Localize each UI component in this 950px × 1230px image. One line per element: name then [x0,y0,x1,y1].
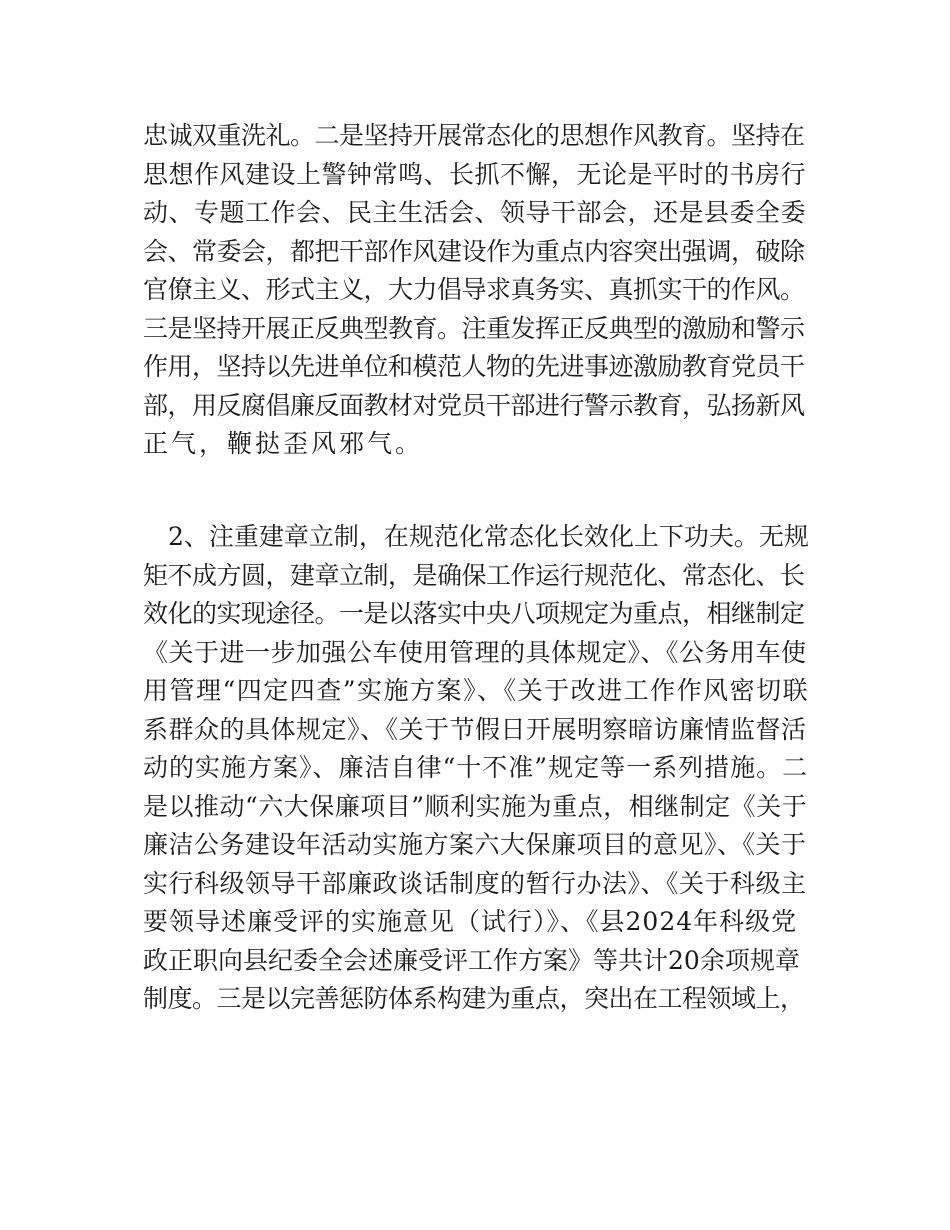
paragraph-2 [143,518,810,1019]
paragraph-line: 忠诚双重洗礼。二是坚持开展常态化的思想作风教育。坚持在 [143,121,805,150]
paragraph-line: 矩不成方圆，建章立制，是确保工作运行规范化、常态化、长 [143,560,805,590]
paragraph-line: 实行科级领导干部廉政谈话制度的暂行办法》、《关于科级主 [143,868,807,898]
paragraph-line: 部，用反腐倡廉反面教材对党员干部进行警示教育，弘扬新风 [143,390,805,420]
paragraph-line: 正气，鞭挞歪风邪气。 [143,429,424,458]
paragraph-line: 思想作风建设上警钟常鸣、长抓不懈，无论是平时的书房行 [143,159,807,189]
paragraph-line: 三是坚持开展正反典型教育。注重发挥正反典型的激励和警示 [143,313,805,343]
paragraph-line: 官僚主义、形式主义，大力倡导求真务实、真抓实干的作风。 [143,275,805,304]
paragraph-line: 政正职向县纪委全会述廉受评工作方案》等共计20余项规章 [143,945,800,975]
paragraph-line: 动、专题工作会、民主生活会、领导干部会，还是县委全委 [143,198,807,227]
paragraph-line: 《关于进一步加强公车使用管理的具体规定》、《公务用车使 [143,637,807,667]
paragraph-line: 制度。三是以完善惩防体系构建为重点，突出在工程领域上， [143,984,805,1013]
paragraph-line: 动的实施方案》、廉洁自律“十不准”规定等一系列措施。二 [143,753,809,782]
paragraph-line: 2、注重建章立制，在规范化常态化长效化上下功夫。无规 [143,522,809,551]
paragraph-line: 是以推动“六大保廉项目”顺利实施为重点，相继制定《关于 [143,791,808,821]
paragraph-line: 廉洁公务建设年活动实施方案六大保廉项目的意见》、《关于 [143,830,807,859]
paragraph-1 [143,117,810,464]
paragraph-line: 用管理“四定四查”实施方案》、《关于改进工作作风密切联 [143,676,810,705]
paragraph-line: 系群众的具体规定》、《关于节假日开展明察暗访廉情监督活 [143,714,807,744]
paragraph-line: 效化的实现途径。一是以落实中央八项规定为重点，相继制定 [143,599,805,628]
paragraph-line: 作用，坚持以先进单位和模范人物的先进事迹激励教育党员干 [143,352,805,381]
paragraph-line: 会、常委会，都把干部作风建设作为重点内容突出强调，破除 [143,236,805,266]
paragraph-line: 要领导述廉受评的实施意见（试行）》、《县2024年科级党 [143,907,798,936]
